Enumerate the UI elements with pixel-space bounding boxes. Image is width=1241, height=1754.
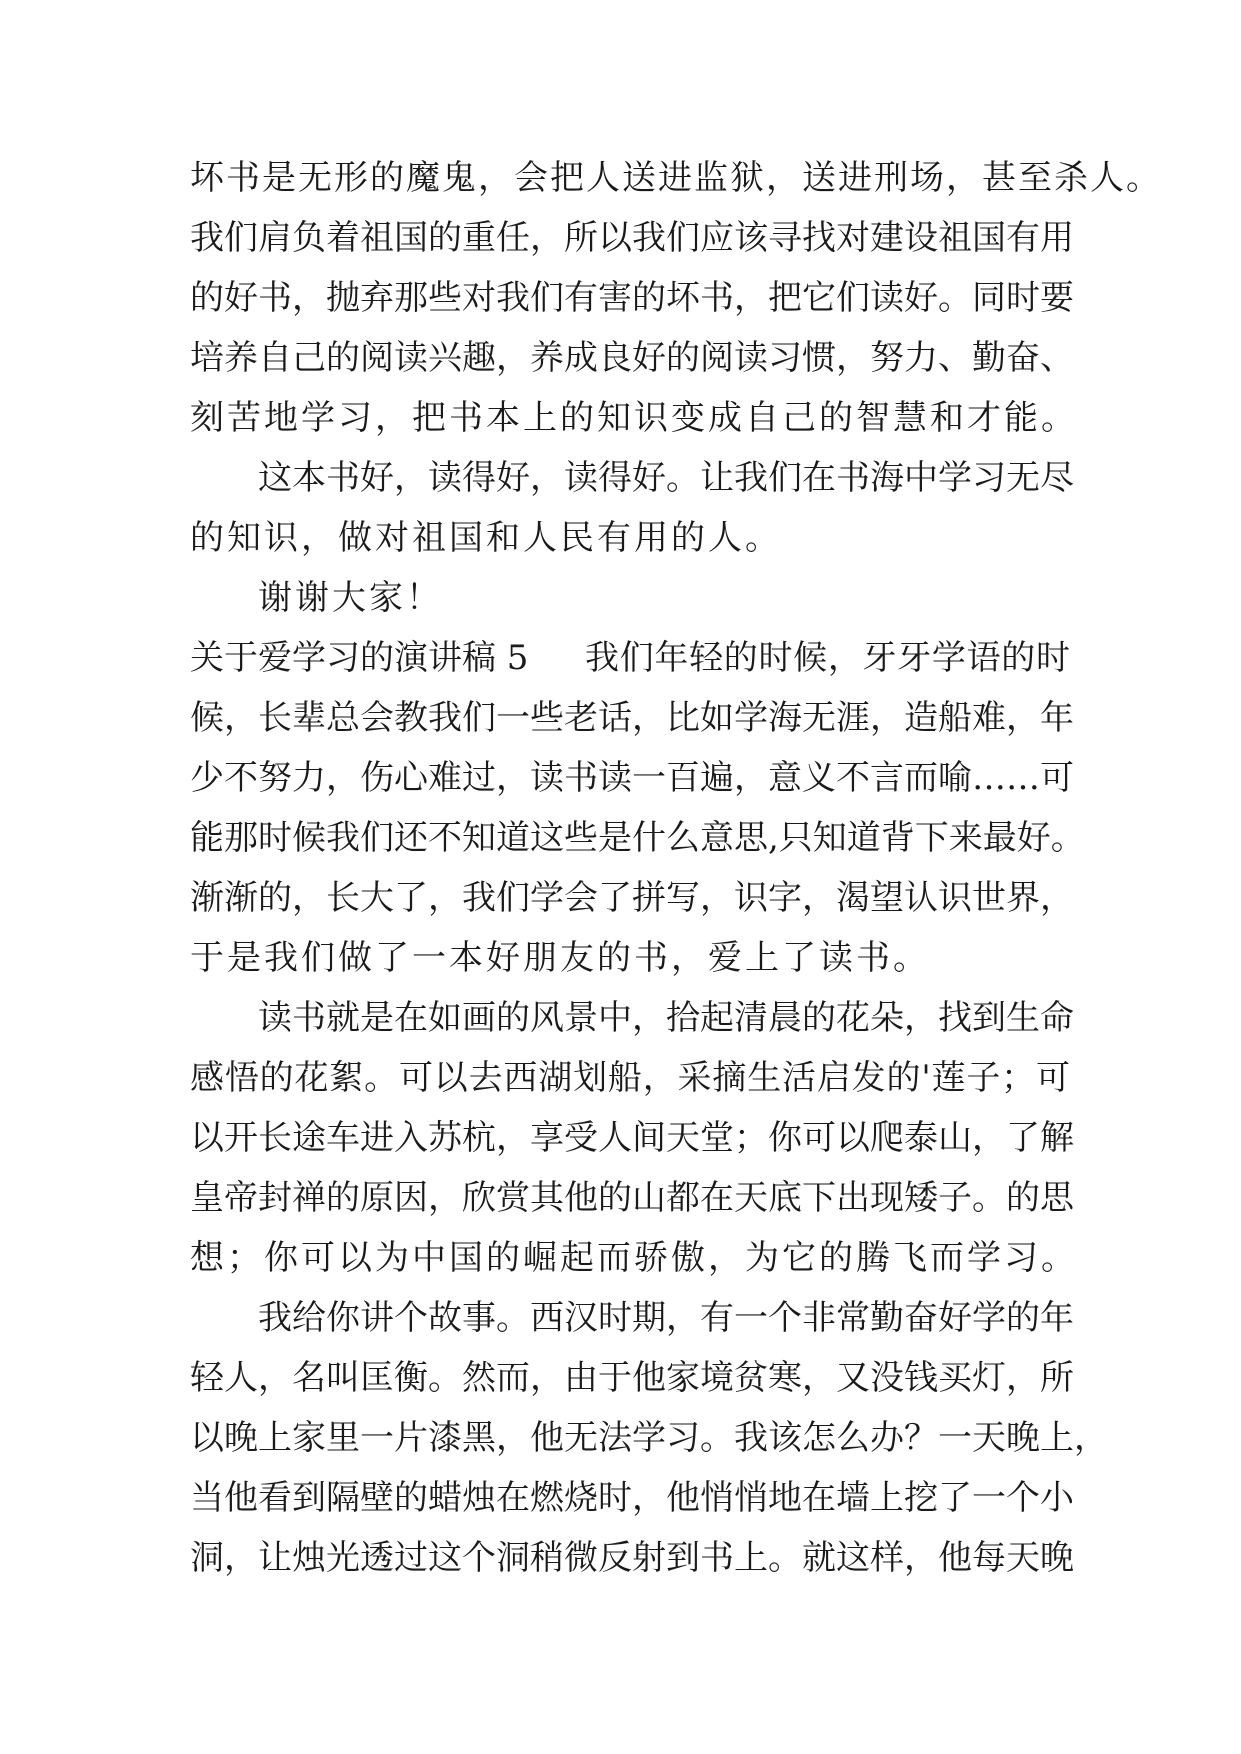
text-line: 感悟的花絮。可以去西湖划船，采摘生活启发的'莲子；可 [190, 1058, 1070, 1098]
text-line: 我们年轻的时候，牙牙学语的时 [585, 638, 1070, 678]
text-line: 轻人，名叫匡衡。然而，由于他家境贫寒，又没钱买灯，所 [190, 1358, 1074, 1398]
text-line: 谢谢大家！ [258, 578, 443, 618]
text-line: 当他看到隔壁的蜡烛在燃烧时，他悄悄地在墙上挖了一个小 [190, 1478, 1074, 1518]
text-line: 以开长途车进入苏杭，享受人间天堂；你可以爬泰山，了解 [190, 1118, 1074, 1158]
text-line: 我给你讲个故事。西汉时期，有一个非常勤奋好学的年 [258, 1298, 1074, 1338]
text-line: 培养自己的阅读兴趣，养成良好的阅读习惯，努力、勤奋、 [190, 338, 1074, 378]
text-line: 这本书好，读得好，读得好。让我们在书海中学习无尽 [258, 458, 1074, 498]
text-line: 的知识，做对祖国和人民有用的人。 [190, 518, 782, 558]
text-line: 读书就是在如画的风景中，拾起清晨的花朵，找到生命 [258, 998, 1074, 1038]
text-line: 渐渐的，长大了，我们学会了拼写，识字，渴望认识世界， [190, 878, 1074, 918]
text-line: 的好书，抛弃那些对我们有害的坏书，把它们读好。同时要 [190, 278, 1074, 318]
section-heading: 关于爱学习的演讲稿 5 [190, 638, 529, 678]
text-line: 能那时候我们还不知道这些是什么意思,只知道背下来最好。 [190, 818, 1085, 858]
text-line: 我们肩负着祖国的重任，所以我们应该寻找对建设祖国有用 [190, 218, 1074, 258]
text-line: 皇帝封禅的原因，欣赏其他的山都在天底下出现矮子。的思 [190, 1178, 1074, 1218]
text-line: 刻苦地学习，把书本上的知识变成自己的智慧和才能。 [190, 398, 1078, 438]
text-line: 想；你可以为中国的崛起而骄傲，为它的腾飞而学习。 [190, 1238, 1078, 1278]
text-line: 洞，让烛光透过这个洞稍微反射到书上。就这样，他每天晚 [190, 1538, 1074, 1578]
text-line: 候，长辈总会教我们一些老话，比如学海无涯，造船难，年 [190, 698, 1074, 738]
text-line: 少不努力，伤心难过，读书读一百遍，意义不言而喻……可 [190, 758, 1074, 798]
text-line: 于是我们做了一本好朋友的书，爱上了读书。 [190, 938, 930, 978]
text-line: 坏书是无形的魔鬼，会把人送进监狱，送进刑场，甚至杀人。 [190, 158, 1162, 198]
text-line: 以晚上家里一片漆黑，他无法学习。我该怎么办？一天晚上， [190, 1418, 1108, 1458]
